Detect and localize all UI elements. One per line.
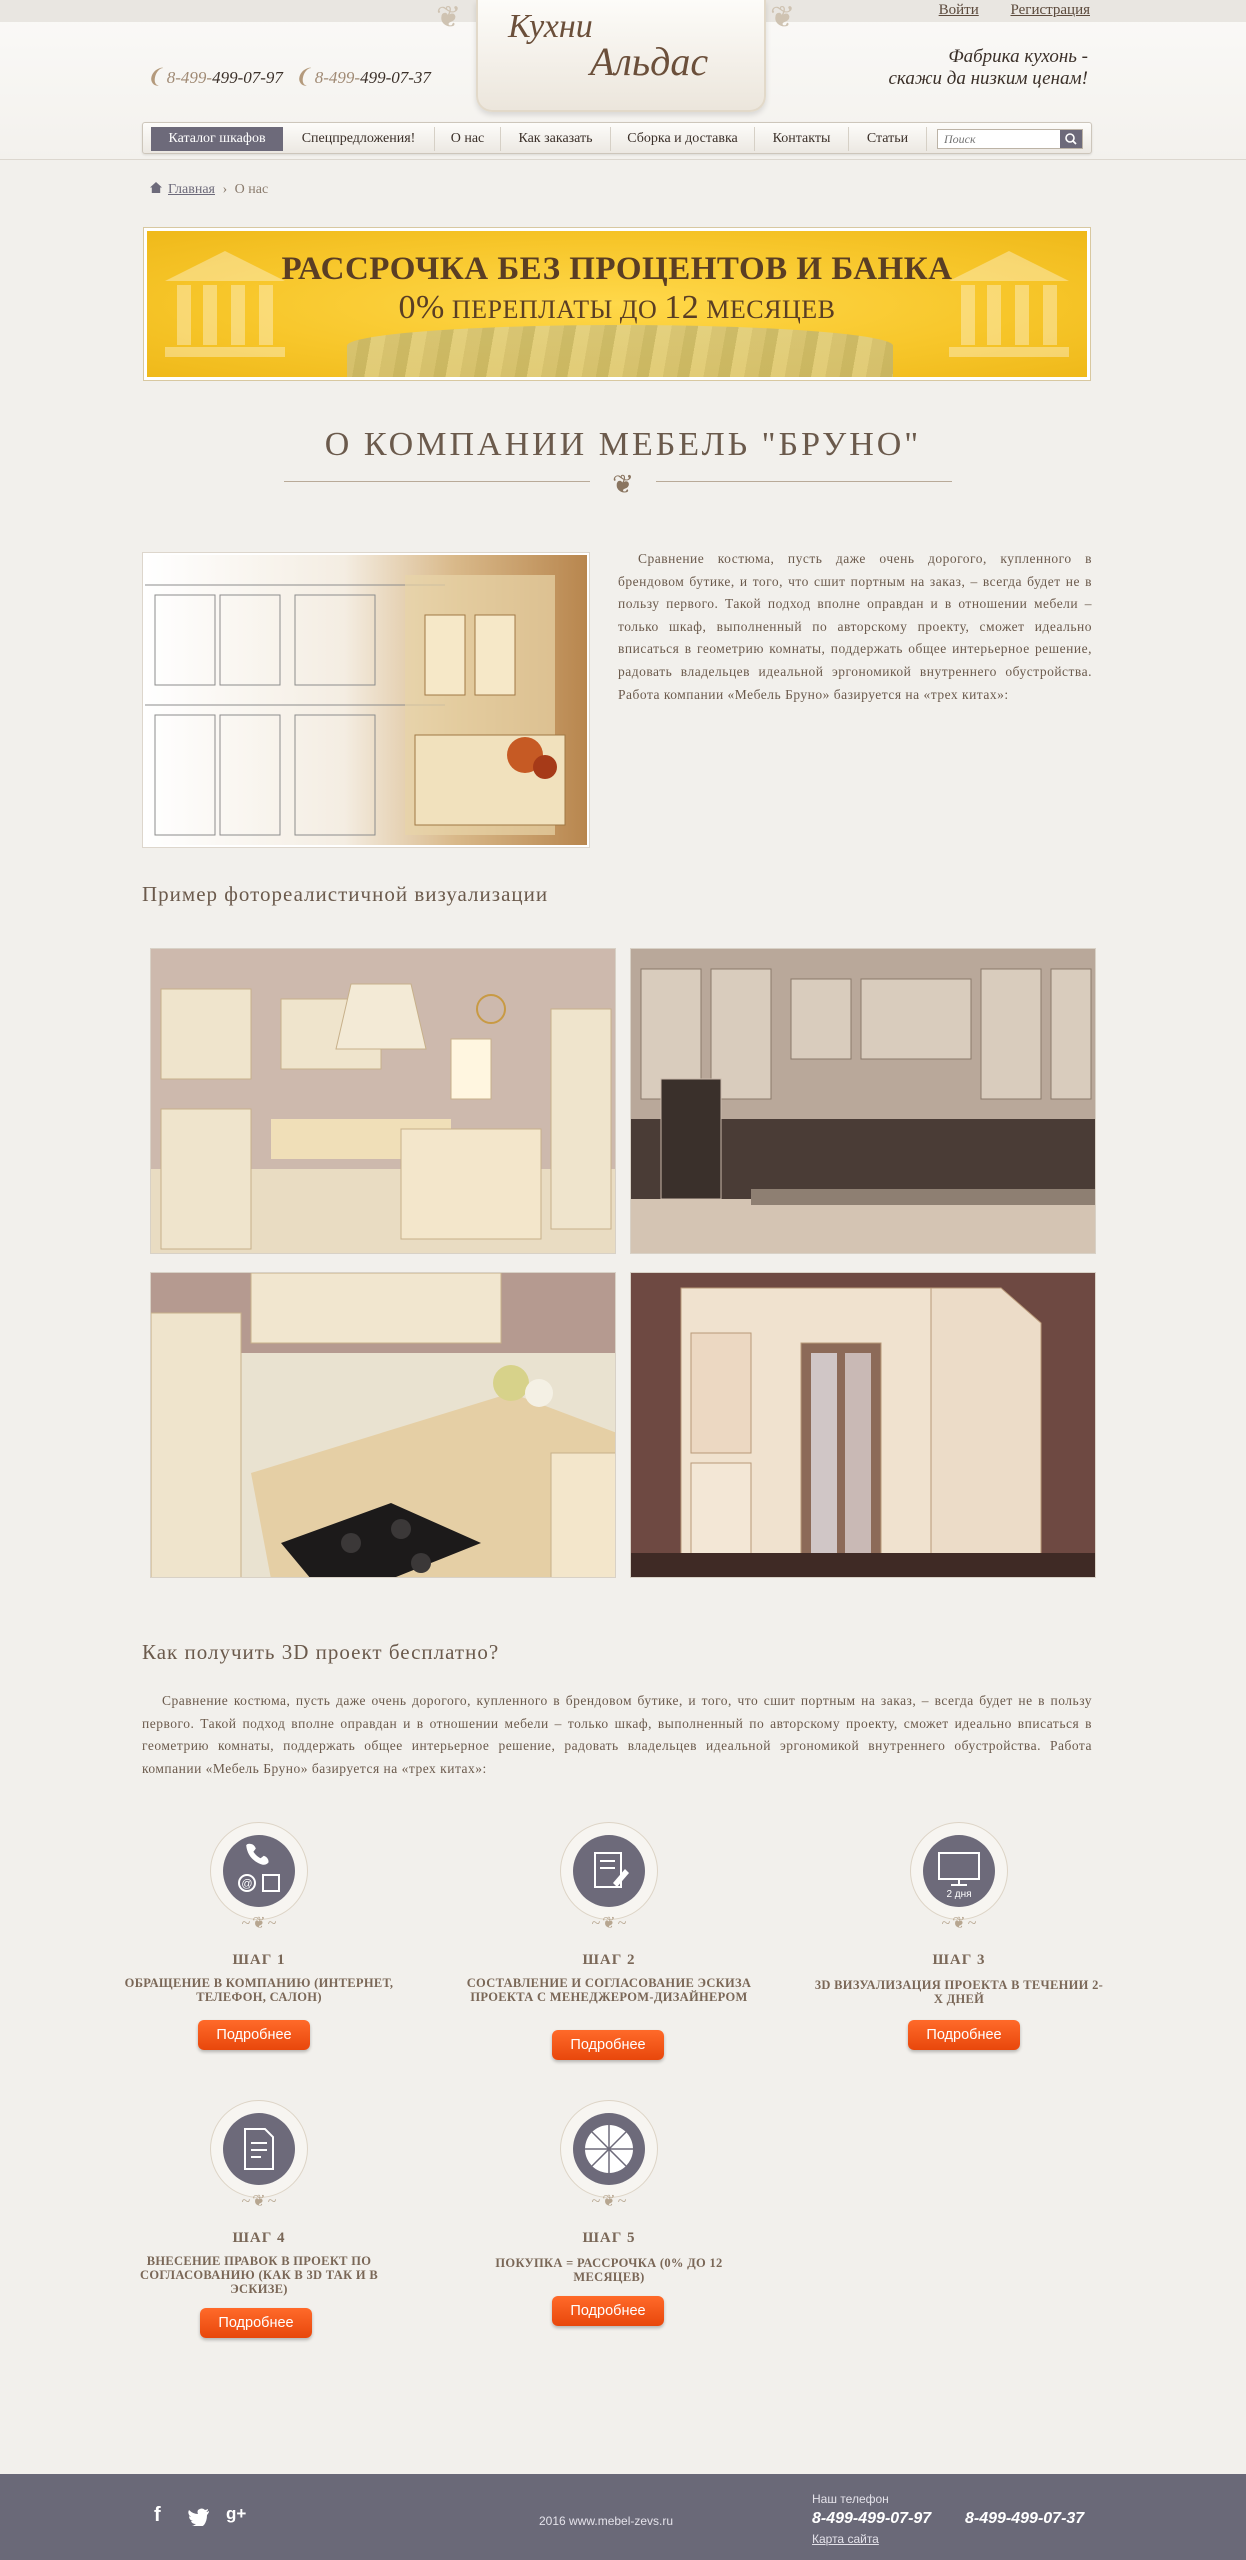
banner-headline: РАССРОЧКА БЕЗ ПРОЦЕНТОВ И БАНКА [281,251,953,287]
breadcrumb-home[interactable]: Главная [168,182,215,197]
nav-item-catalog[interactable]: Каталог шкафов [151,127,283,151]
visualization-title: Пример фотореалистичной визуализации [142,882,549,906]
search-button[interactable] [1060,130,1082,148]
ornament-icon: ~❦~ [241,1915,279,1932]
nav-item-how-to-order[interactable]: Как заказать [501,127,611,151]
header-phone-1[interactable]: ❨ 8-499-499-07-97 [146,66,283,88]
search-box [937,129,1083,149]
page-title: О КОМПАНИИ МЕБЕЛЬ "БРУНО" [324,426,922,463]
contact-icon [223,1835,295,1907]
step-5-more-button[interactable]: Подробнее [552,2296,664,2326]
footer-phone-2[interactable]: 8-499-499-07-37 [965,2510,1085,2527]
banknotes-image [347,325,893,377]
step-3-badge [910,1822,1008,1920]
sitemap-link[interactable]: Карта сайта [812,2532,879,2546]
account-links [911,2,1090,19]
footer-phone-1[interactable]: 8-499-499-07-97 [812,2510,932,2527]
home-icon [150,182,162,193]
phone-icon: ❨ [294,66,311,88]
about-text: Сравнение костюма, пусть даже очень дорогого, купленного в брендовом бутике, и того, что сшит портным на заказ, – всегда будет не в пользу первого. Такой подход вполне оправдан и в отношении мебели – только шкаф, выполненный по авторскому проекту, сможет идеально вписаться в геометрию комнаты, поддержать общее интерьерное решение, радовать владельцев идеальной эргономикой внутреннего обустройства. Работа компании «Мебель Бруно» базируется на «трех китах»: [618,551,1092,702]
search-icon [1060,130,1082,148]
step-2-badge [560,1822,658,1920]
step-5-number: ШАГ 5 [582,2230,636,2246]
slogan: Фабрика кухонь - скажи да низким ценам! [888,46,1088,89]
step-3-more-button[interactable]: Подробнее [908,2020,1020,2050]
twitter-icon[interactable] [188,2508,210,2532]
ornament-icon: ~❦~ [591,1915,629,1932]
step-4-badge [210,2100,308,2198]
svg-text:@: @ [241,1878,253,1890]
step-5-badge [560,2100,658,2198]
how-title: Как получить 3D проект бесплатно? [142,1640,500,1664]
nav-item-contacts[interactable]: Контакты [755,127,849,151]
logo[interactable]: Кухни Альдас [476,0,766,112]
step-2-number: ШАГ 2 [582,1952,636,1968]
document-edit-icon [223,2113,295,2185]
wardrobe-photo[interactable] [630,1272,1096,1578]
phone-icon: ❨ [146,66,163,88]
google-plus-icon[interactable]: g+ [226,2504,247,2523]
kitchen-photo-2[interactable] [630,948,1096,1254]
breadcrumb-separator: › [222,182,228,197]
installment-banner[interactable] [144,228,1090,380]
kitchen-photo-3[interactable] [150,1272,616,1578]
nav-item-specials[interactable]: Спецпредложения! [283,127,435,151]
nav-item-delivery[interactable]: Сборка и доставка [611,127,755,151]
step-1-number: ШАГ 1 [232,1952,286,1968]
nav-item-articles[interactable]: Статьи [849,127,927,151]
step-4-description: ВНЕСЕНИЕ ПРАВОК В ПРОЕКТ ПО СОГЛАСОВАНИЮ (КАК В 3D ТАК И В ЭСКИЗЕ) [140,2254,378,2296]
step-4-number: ШАГ 4 [232,2230,286,2246]
login-link[interactable]: Войти [938,2,979,18]
kitchen-photo-1[interactable] [150,948,616,1254]
kitchen-sketch-image [142,552,590,848]
phone-label: Наш телефон [812,2492,889,2506]
logo-ornament-left: ❦ [436,1,462,34]
header-phone-2[interactable]: ❨ 8-499-499-07-37 [294,66,431,88]
ornament-icon: ~❦~ [941,1915,979,1932]
facebook-icon[interactable]: f [154,2504,161,2526]
copyright: 2016 www.mebel-zevs.ru [539,2514,674,2528]
pie-icon [573,2113,645,2185]
breadcrumb-current: О нас [234,182,269,197]
step-4-more-button[interactable]: Подробнее [200,2308,312,2338]
ornament-icon: ~❦~ [241,2193,279,2210]
breadcrumb [150,182,268,198]
banner-subline: 0% ПЕРЕПЛАТЫ ДО 12 МЕСЯЦЕВ [398,289,836,326]
main-nav [142,122,1092,154]
step-5-description: ПОКУПКА = РАССРОЧКА (0% ДО 12 МЕСЯЦЕВ) [495,2256,723,2284]
step-1-badge [210,1822,308,1920]
step-1-more-button[interactable]: Подробнее [198,2020,310,2050]
nav-item-about[interactable]: О нас [435,127,501,151]
step-2-description: СОСТАВЛЕНИЕ И СОГЛАСОВАНИЕ ЭСКИЗА ПРОЕКТА С МЕНЕДЖЕРОМ-ДИЗАЙНЕРОМ [466,1976,752,2004]
search-input[interactable] [938,131,1056,149]
ornament-icon: ❦ [590,470,656,500]
sketch-icon [573,1835,645,1907]
svg-text:2 дня: 2 дня [946,1889,972,1900]
how-text: Сравнение костюма, пусть даже очень дорогого, купленного в брендовом бутике, и того, что сшит портным на заказ, – всегда будет не в пользу первого. Такой подход вполне оправдан и в отношении мебели – только шкаф, выполненный по авторскому проекту, сможет идеально вписаться в геометрию комнаты, поддержать общее интерьерное решение, радовать владельцев идеальной эргономикой внутреннего обустройства. Работа компании «Мебель Бруно» базируется на «трех китах»: [142,1693,1092,1776]
ornament-icon: ~❦~ [591,2193,629,2210]
logo-ornament-right: ❦ [770,1,796,34]
step-2-more-button[interactable]: Подробнее [552,2030,664,2060]
footer [0,2474,1246,2560]
register-link[interactable]: Регистрация [1010,2,1090,18]
monitor-icon [923,1835,995,1907]
step-3-description: 3D ВИЗУАЛИЗАЦИЯ ПРОЕКТА В ТЕЧЕНИИ 2-Х ДНЕЙ [814,1978,1104,2006]
step-3-number: ШАГ 3 [932,1952,986,1968]
step-1-description: ОБРАЩЕНИЕ В КОМПАНИЮ (ИНТЕРНЕТ, ТЕЛЕФОН, САЛОН) [124,1976,394,2004]
